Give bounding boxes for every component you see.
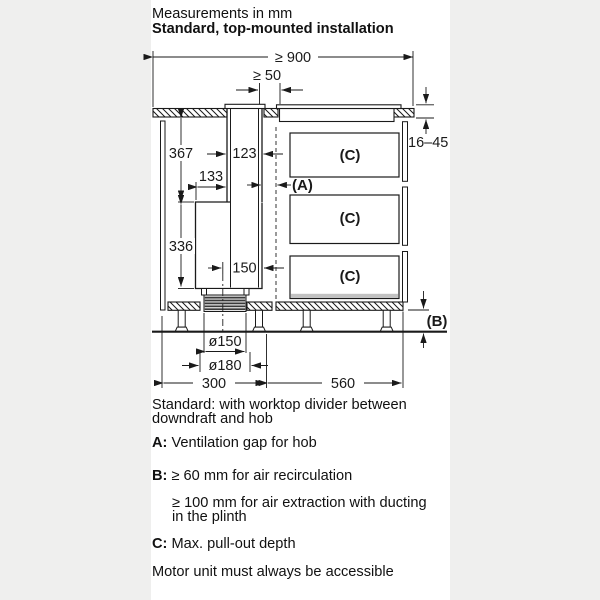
dim-divider-gap-label: ≥ 50 [252, 68, 282, 84]
drawer-front-2 [403, 187, 408, 245]
dim-motor-zone-label: 300 [201, 376, 227, 392]
plinth-left [168, 302, 200, 310]
dim-lower-duct-depth-label: 150 [232, 260, 257, 277]
dim-hose-diameter-label: ø150 [208, 334, 242, 350]
hob [277, 105, 402, 122]
dim-lower-height-label: 336 [168, 239, 194, 255]
dim-collar-diameter-label: ø180 [208, 358, 242, 374]
corrugated-hose [204, 295, 246, 312]
hob-top-plate [277, 105, 402, 109]
drawer-fronts [403, 122, 408, 302]
note-b-key: B: [152, 467, 168, 484]
dim-motor-inset-label: 133 [198, 169, 224, 185]
plinth-clearance-label: (B) [426, 313, 448, 330]
drawer-box-3-base [291, 294, 399, 298]
pullout-depth-label-3: (C) [339, 268, 361, 285]
feet [175, 310, 393, 331]
page-title: Standard, top-mounted installation [152, 20, 394, 37]
dim-total-width-label: ≥ 900 [274, 50, 312, 66]
foot-3 [300, 310, 313, 331]
left-side-panel [161, 121, 166, 310]
outlet-collar [202, 289, 250, 296]
dim-divider-gap [236, 83, 303, 104]
drawer-front-3 [403, 252, 408, 303]
foot-2 [253, 310, 266, 331]
foot-1 [175, 310, 188, 331]
caption-line-2: downdraft and hob [152, 411, 273, 427]
foot-4 [380, 310, 393, 331]
plinth-middle [247, 302, 272, 310]
note-a-key: A: [152, 435, 168, 451]
note-c [152, 537, 296, 552]
note-b [152, 469, 352, 484]
pullout-depth-label-2: (C) [339, 210, 361, 227]
dim-worktop-thickness [416, 87, 434, 134]
plinth [168, 302, 403, 310]
note-b-extra-line-1: ≥ 100 mm for air extraction with ducting [172, 494, 427, 511]
note-footer: Motor unit must always be accessible [152, 564, 394, 580]
note-a-text: Ventilation gap for hob [171, 435, 317, 451]
dim-bottom-widths [162, 312, 403, 391]
note-c-text: Max. pull-out depth [171, 536, 296, 552]
worktop-right-section [393, 109, 414, 118]
duct-top-cap [225, 104, 265, 108]
dim-upper-height-label: 367 [168, 146, 194, 162]
note-a [152, 436, 317, 451]
drawer-front-1 [403, 122, 408, 182]
worktop-divider-section [264, 109, 278, 118]
note-c-key: C: [152, 536, 168, 552]
dim-drawer-zone-label: 560 [330, 376, 356, 392]
ventilation-gap-label: (A) [292, 177, 313, 194]
units-note: Measurements in mm [152, 6, 293, 22]
dim-duct-width-label: 123 [232, 146, 257, 162]
note-b-text: ≥ 60 mm for air recirculation [171, 467, 353, 484]
dim-worktop-thickness-label: 16–45 [408, 135, 449, 151]
note-b-extra-line-2: in the plinth [172, 508, 247, 525]
plinth-right [276, 302, 403, 310]
worktop-left-section [153, 109, 227, 118]
pullout-depth-label-1: (C) [339, 147, 361, 164]
hob-body [280, 109, 395, 122]
caption-line-1: Standard: with worktop divider between [152, 396, 407, 413]
